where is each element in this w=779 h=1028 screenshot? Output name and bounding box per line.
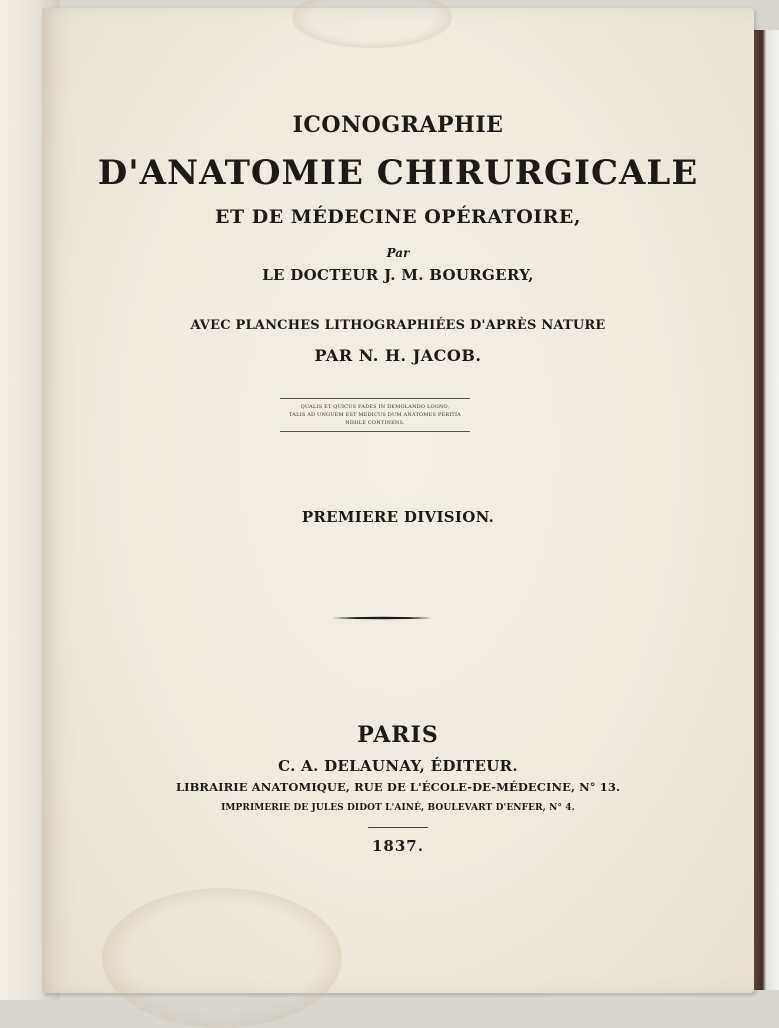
epigraph-line: TALIS AD UNGUEM EST MEDICUS DUM ANATOMES PERITIA [289,412,461,418]
title-line-2: D'ANATOMIE CHIRURGICALE [97,153,699,193]
ornamental-rule [332,616,432,620]
division-heading: PREMIERE DIVISION. [301,508,495,526]
illustrator-line: PAR N. H. JACOB. [314,346,482,365]
par-word: Par [386,246,410,260]
water-stain-top [292,0,452,48]
epigraph-line: QUALIS ET QUICUS FADES IN DEMOLANDO LOGNO, [300,404,450,410]
printer-line: IMPRIMERIE DE JULES DIDOT L'AINÉ, BOULEVART D'ENFER, N° 4. [221,803,575,813]
water-stain [102,888,342,1028]
author-line: LE DOCTEUR J. M. BOURGERY, [262,266,534,284]
epigraph-box [280,398,470,432]
divider [368,827,428,828]
title-page [42,8,754,993]
publisher-address: LIBRAIRIE ANATOMIQUE, RUE DE L'ÉCOLE-DE-MÉDECINE, N° 13. [175,780,621,794]
illustration-line: AVEC PLANCHES LITHOGRAPHIÉES D'APRÈS NATURE [190,318,606,333]
publisher: C. A. DELAUNAY, ÉDITEUR. [278,757,518,775]
book-cover-edge [751,30,779,990]
title-line-3: ET DE MÉDECINE OPÉRATOIRE, [214,206,582,228]
city: PARIS [357,722,439,748]
title-line-1: ICONOGRAPHIE [292,112,504,138]
epigraph-line: NIHILE CONTINENS. [345,420,405,426]
publication-year: 1837. [372,837,424,855]
